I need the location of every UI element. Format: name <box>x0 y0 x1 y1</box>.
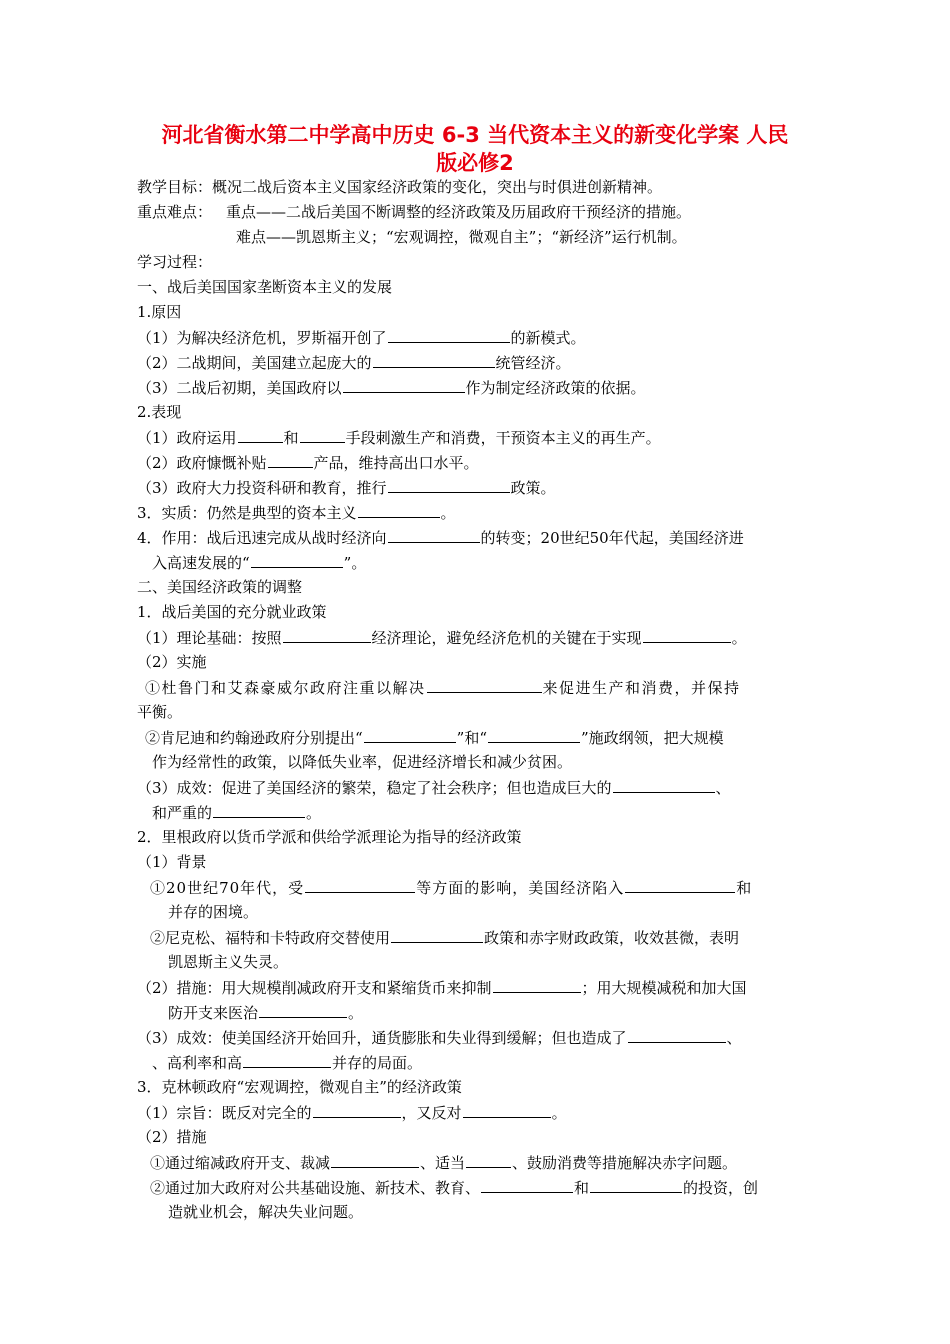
process-label: 学习过程： <box>137 253 213 271</box>
text: （3）政府大力投资科研和教育，推行 <box>137 479 387 497</box>
fill-blank[interactable] <box>643 627 731 643</box>
text: （3）二战后初期，美国政府以 <box>137 379 342 397</box>
text: 并存的局面。 <box>332 1054 423 1072</box>
text: ”和“ <box>456 729 488 747</box>
text: （2）措施：用大规模削减政府开支和紧缩货币来抑制 <box>137 979 492 997</box>
text: ①通过缩减政府开支、裁减 <box>150 1154 331 1172</box>
fill-blank[interactable] <box>388 327 510 343</box>
text: （1）为解决经济危机，罗斯福开创了 <box>137 329 387 347</box>
document-title <box>120 121 830 177</box>
title-line-2: 版必修2 <box>436 151 514 175</box>
outcome-line-1-cont <box>152 802 321 823</box>
text: ”施政纲领，把大规模 <box>581 729 724 747</box>
clinton-measures-heading: （2）措施 <box>137 1128 207 1146</box>
text: 。 <box>551 1104 567 1122</box>
fill-blank[interactable] <box>259 1002 347 1018</box>
fill-blank[interactable] <box>373 352 495 368</box>
implementation-item-1 <box>145 677 741 698</box>
theory-line <box>137 627 747 648</box>
text: 、高利率和高 <box>152 1054 243 1072</box>
fill-blank[interactable] <box>251 552 343 568</box>
focus-line <box>137 202 691 222</box>
background-heading: （1）背景 <box>137 853 207 871</box>
text: 等方面的影响，美国经济陷入 <box>416 879 625 897</box>
text: 、适当 <box>420 1154 466 1172</box>
outcome-line-2-cont <box>152 1052 422 1073</box>
fill-blank[interactable] <box>625 877 735 893</box>
performance-item-2 <box>137 452 479 473</box>
text: 的新模式。 <box>510 329 586 347</box>
fill-blank[interactable] <box>391 927 483 943</box>
text: 入高速发展的“ <box>152 554 250 572</box>
text: ①杜鲁门和艾森豪威尔政府注重以解决 <box>145 679 426 697</box>
focus-key-text: 重点——二战后美国不断调整的经济政策及历届政府干预经济的措施。 <box>226 203 692 221</box>
measures-line <box>137 977 747 998</box>
fill-blank[interactable] <box>463 1102 551 1118</box>
fill-blank[interactable] <box>313 1102 401 1118</box>
clinton-measure-1 <box>150 1152 737 1173</box>
text: 和严重的 <box>152 804 213 822</box>
implementation-item-1-cont: 平衡。 <box>137 703 183 721</box>
fill-blank[interactable] <box>488 727 580 743</box>
background-item-1-cont: 并存的困境。 <box>168 903 259 921</box>
fill-blank[interactable] <box>388 527 480 543</box>
objectives-line: 教学目标：概况二战后资本主义国家经济政策的变化，突出与时俱进创新精神。 <box>137 178 663 196</box>
implementation-item-2-cont: 作为经常性的政策，以降低失业率，促进经济增长和减少贫困。 <box>152 753 573 771</box>
fill-blank[interactable] <box>283 627 371 643</box>
fill-blank[interactable] <box>331 1152 419 1168</box>
fill-blank[interactable] <box>343 377 465 393</box>
text: ②尼克松、福特和卡特政府交替使用 <box>150 929 391 947</box>
background-item-2 <box>150 927 739 948</box>
text: 。 <box>306 804 322 822</box>
fill-blank[interactable] <box>364 727 456 743</box>
text: 政策。 <box>510 479 556 497</box>
goal-line <box>137 1102 567 1123</box>
text: （1）理论基础：按照 <box>137 629 282 647</box>
text: 。 <box>440 504 456 522</box>
effect-line-cont <box>152 552 366 573</box>
difficult-line: 难点——凯恩斯主义；“宏观调控，微观自主”；“新经济”运行机制。 <box>236 228 687 246</box>
text: （1）政府运用 <box>137 429 237 447</box>
text: （3）成效：促进了美国经济的繁荣，稳定了社会秩序；但也造成巨大的 <box>137 779 612 797</box>
text: 手段刺激生产和消费，干预资本主义的再生产。 <box>345 429 661 447</box>
text: ②肯尼迪和约翰逊政府分别提出“ <box>145 729 363 747</box>
fill-blank[interactable] <box>213 802 305 818</box>
text: 3．实质：仍然是典型的资本主义 <box>137 504 357 522</box>
text: （2）二战期间，美国建立起庞大的 <box>137 354 372 372</box>
fill-blank[interactable] <box>590 1177 682 1193</box>
fill-blank[interactable] <box>268 452 313 468</box>
text: ，又反对 <box>401 1104 462 1122</box>
fill-blank[interactable] <box>427 677 542 693</box>
text: 统管经济。 <box>495 354 571 372</box>
clinton-measure-2 <box>150 1177 758 1198</box>
focus-label: 重点难点： <box>137 203 213 221</box>
text: ②通过加大政府对公共基础设施、新技术、教育、 <box>150 1179 481 1197</box>
text: 经济理论，避免经济危机的关键在于实现 <box>371 629 642 647</box>
section-2-heading: 二、美国经济政策的调整 <box>137 578 303 596</box>
text: ；用大规模减税和加大国 <box>581 979 747 997</box>
fill-blank[interactable] <box>305 877 415 893</box>
fill-blank[interactable] <box>358 502 440 518</box>
reason-heading: 1.原因 <box>137 303 182 321</box>
reason-item-1 <box>137 327 586 348</box>
text: 的转变；20世纪50年代起，美国经济进 <box>480 529 744 547</box>
performance-item-1 <box>137 427 661 448</box>
text: 作为制定经济政策的依据。 <box>465 379 646 397</box>
background-item-1 <box>150 877 751 898</box>
essence-line <box>137 502 456 523</box>
effect-line <box>137 527 744 548</box>
reason-item-2 <box>137 352 571 373</box>
text: 4．作用：战后迅速完成从战时经济向 <box>137 529 387 547</box>
text: ”。 <box>343 554 367 572</box>
text: 、 <box>726 1029 742 1047</box>
subsection-1-heading: 1．战后美国的充分就业政策 <box>137 603 327 621</box>
text: 。 <box>348 1004 364 1022</box>
text: 。 <box>731 629 747 647</box>
text: 、 <box>715 779 731 797</box>
fill-blank[interactable] <box>613 777 715 793</box>
implementation-item-2 <box>145 727 724 748</box>
fill-blank[interactable] <box>238 427 283 443</box>
fill-blank[interactable] <box>300 427 345 443</box>
text: （1）宗旨：既反对完全的 <box>137 1104 312 1122</box>
reason-item-3 <box>137 377 646 398</box>
text: （3）成效：使美国经济开始回升，通货膨胀和失业得到缓解；但也造成了 <box>137 1029 627 1047</box>
fill-blank[interactable] <box>388 477 510 493</box>
fill-blank[interactable] <box>481 1177 573 1193</box>
background-item-2-cont: 凯恩斯主义失灵。 <box>168 953 289 971</box>
outcome-line-2 <box>137 1027 742 1048</box>
title-line-1: 河北省衡水第二中学高中历史 6-3 当代资本主义的新变化学案 人民 <box>161 123 789 147</box>
text: 防开支来医治 <box>168 1004 259 1022</box>
fill-blank[interactable] <box>243 1052 331 1068</box>
text: ①20世纪70年代，受 <box>150 879 305 897</box>
subsection-3-heading: 3．克林顿政府“宏观调控，微观自主”的经济政策 <box>137 1078 462 1096</box>
text: 产品，维持高出口水平。 <box>313 454 479 472</box>
performance-item-3 <box>137 477 556 498</box>
text: 、鼓励消费等措施解决赤字问题。 <box>512 1154 738 1172</box>
subsection-2-heading: 2．里根政府以货币学派和供给学派理论为指导的经济政策 <box>137 828 522 846</box>
text: 和 <box>283 429 299 447</box>
text: 来促进生产和消费，并保持 <box>542 679 741 697</box>
fill-blank[interactable] <box>493 977 581 993</box>
fill-blank[interactable] <box>628 1027 726 1043</box>
performance-heading: 2.表现 <box>137 403 182 421</box>
text: （2）政府慷慨补贴 <box>137 454 267 472</box>
section-1-heading: 一、战后美国国家垄断资本主义的发展 <box>137 278 393 296</box>
measures-line-cont <box>168 1002 363 1023</box>
text: 和 <box>736 879 752 897</box>
text: 政策和赤字财政政策，收效甚微，表明 <box>484 929 740 947</box>
outcome-line-1 <box>137 777 731 798</box>
text: 的投资，创 <box>683 1179 759 1197</box>
text: 和 <box>574 1179 590 1197</box>
clinton-measure-2-cont: 造就业机会，解决失业问题。 <box>168 1203 364 1221</box>
implementation-heading: （2）实施 <box>137 653 207 671</box>
fill-blank[interactable] <box>466 1152 511 1168</box>
